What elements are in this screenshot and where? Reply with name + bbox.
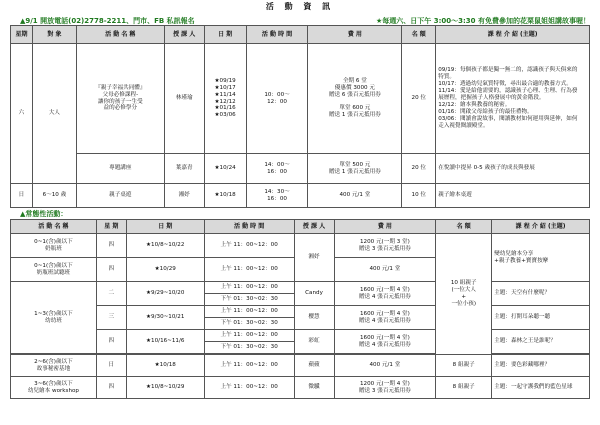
intro-cell: 在悅讀中提昇 0-5 歲孩子的成長與發展 (436, 154, 590, 184)
time-cell: 10：00～ 12：00 (246, 44, 308, 154)
fee-cell: 1200 元(一期 3 堂) 贈送 3 張百元抵用券 (334, 234, 436, 258)
header-target: 對 象 (32, 26, 76, 44)
teacher-name: 彩虹 (294, 330, 334, 354)
time-cell: 上午 11：00~12：00 (204, 330, 294, 342)
time-cell: 下午 01：30~02：30 (204, 318, 294, 330)
time-cell: 14：00～ 16：00 (246, 154, 308, 184)
quota-cell: 10 位 (402, 184, 436, 208)
intro-cell: 主題：森林之王是誰呢？ (492, 330, 590, 354)
quota-cell: 8 組親子 (436, 355, 492, 377)
header-intro: 課 程 介 紹 (主題) (436, 26, 590, 44)
teacher-name: 湘妤 (294, 234, 334, 282)
table-header-row (11, 26, 590, 44)
time-cell: 上午 11：00~12：00 (204, 282, 294, 294)
day-cell: 四 (96, 377, 126, 399)
header-date: 日 期 (204, 26, 246, 44)
header-intro: 課 程 介 紹 (主題) (492, 220, 590, 234)
header-name: 活 動 名 稱 (76, 26, 164, 44)
header-time: 活 動 時 間 (246, 26, 308, 44)
day-cell: 日 (96, 355, 126, 377)
day-cell: 四 (96, 258, 126, 282)
fee-cell: 1600 元(一期 4 堂) 贈送 4 張百元抵用券 (334, 306, 436, 330)
table-row (11, 184, 590, 208)
registration-notice: ▲9/1 開放電話(02)2778-2211、門市、FB 私訊報名 (20, 17, 195, 25)
date-cell: ★10/8~10/22 (126, 234, 204, 258)
teacher-name: 櫻慧 (294, 306, 334, 330)
header-quota: 名 額 (436, 220, 492, 234)
fee-cell: 400 元/1 堂 (308, 184, 402, 208)
time-cell: 下午 01：30~02：30 (204, 294, 294, 306)
course-name: 1~3(含)歲以下 幼幼班 (11, 282, 97, 354)
date-cell: ★10/16~11/6 (126, 330, 204, 354)
date-cell: ★10/18 (126, 355, 204, 377)
fee-cell: 1600 元(一期 4 堂) 贈送 4 張百元抵用券 (334, 330, 436, 354)
date-cell: ★10/18 (204, 184, 246, 208)
target-cell: 大人 (32, 44, 76, 184)
day-cell: 四 (96, 234, 126, 258)
header-teacher: 授 課 人 (294, 220, 334, 234)
teacher-name: 微驥 (294, 377, 334, 399)
fee-cell: 400 元/1 堂 (334, 258, 436, 282)
fee-cell: 400 元/1 堂 (334, 355, 436, 377)
table-row (11, 355, 590, 377)
time-cell: 上午 11：00~12：00 (204, 258, 294, 282)
header-day: 星期 (11, 26, 33, 44)
day-cell: 三 (96, 306, 126, 330)
day-cell: 六 (11, 44, 33, 184)
quota-cell: 10 組親子 (一位大人 + 一位小孩) (436, 234, 492, 355)
table-row (11, 306, 590, 318)
table-row (11, 234, 590, 258)
fee-cell: 全期 6 堂 優惠價 3000 元 贈送 6 張百元抵用券 單堂 600 元 贈送 1 張百元抵用券 (308, 44, 402, 154)
teacher-name: Candy (294, 282, 334, 306)
time-cell: 上午 11：00~12：00 (204, 234, 294, 258)
quota-cell: 8 組親子 (436, 377, 492, 399)
date-list: ★09/19 ★10/17 ★11/14 ★12/12 ★01/16 ★03/06 (204, 44, 246, 154)
header-quota: 名 額 (402, 26, 436, 44)
time-cell: 上午 11：00~12：00 (204, 306, 294, 318)
time-cell: 下午 01：30~02：30 (204, 342, 294, 354)
header-fee: 費 用 (334, 220, 436, 234)
teacher-name: 蘋蘋 (294, 355, 334, 377)
day-cell: 二 (96, 282, 126, 306)
intro-cell: 主題：天空有什麼呢？ (492, 282, 590, 306)
header-date: 日 期 (126, 220, 204, 234)
day-cell: 四 (96, 330, 126, 354)
quota-cell: 20 位 (402, 154, 436, 184)
day-cell: 日 (11, 184, 33, 208)
fee-cell: 1200 元(一期 4 堂) 贈送 3 張百元抵用券 (334, 377, 436, 399)
regular-activities-heading: ▲常態性活動： (20, 210, 68, 218)
page-title: 活 動 資 訊 (265, 2, 335, 11)
course-name: 專題講座 (76, 154, 164, 184)
date-cell: ★10/29 (126, 258, 204, 282)
course-name: 0~1(含)歲以下 奶瓶班 (11, 234, 97, 258)
date-cell: ★10/24 (204, 154, 246, 184)
teacher-name: 湘妤 (164, 184, 204, 208)
header-fee: 費 用 (308, 26, 402, 44)
intro-cell: 變幼兒繪本分享 +親子教養+寶寶按摩 (492, 234, 590, 282)
table-row (11, 44, 590, 154)
target-cell: 6～10 歲 (32, 184, 76, 208)
teacher-name: 葉嘉青 (164, 154, 204, 184)
teacher-name: 林瑾瑜 (164, 44, 204, 154)
time-cell: 上午 11：00~12：00 (204, 355, 294, 377)
fee-cell: 1600 元(一期 4 堂) 贈送 4 張百元抵用券 (334, 282, 436, 306)
header-name: 活 動 名 稱 (11, 220, 97, 234)
date-cell: ★9/29~10/20 (126, 282, 204, 306)
course-name: 『親子幸福共同體』 父母必修課程- 讓你的孩子一生受 益的必修學分 (76, 44, 164, 154)
regular-activities-table (10, 219, 590, 399)
quota-cell: 20 位 (402, 44, 436, 154)
course-name: 0~1(含)歲以下 奶瓶班試聽班 (11, 258, 97, 282)
header-teacher: 授 課 人 (164, 26, 204, 44)
special-events-table (10, 25, 590, 208)
header-time: 活 動 時 間 (204, 220, 294, 234)
table-row (11, 377, 590, 399)
intro-cell: 主題：要色彩藏哪裡？ (492, 355, 590, 377)
course-name: 2~6(含)歲以下 故事秘密基地 (11, 355, 97, 377)
intro-cell: 主題：一起守護我們的藍色星球 (492, 377, 590, 399)
table-row (11, 154, 590, 184)
intro-cell: 09/19：每個孩子都是獨一無二的，認識孩子與天俱來的 特質。 10/17：透過幼兒氣質特徵，尋出最合適的教養方式。 11/14：愛是給他需要的，認識孩子心理、生理、行為發 展歷程，把握孩子人格發展中的黃金階段。 12/12：繪本與教養的秘密。 01/16：開啟父母給孩子的最佳禮物。 03/06：閱讀會說故事，閱讀教材如何運用與延伸，如何 走入視覺閱讀殿堂。 (436, 44, 590, 154)
course-name: 親子桌遊 (76, 184, 164, 208)
storytime-notice: ★每週六、日下午 3:00～3:30 有免費參加的花栗鼠姐姐講故事喔！ (376, 17, 590, 25)
table-row (11, 330, 590, 342)
table-header-row (11, 220, 590, 234)
header-day: 星 期 (96, 220, 126, 234)
intro-cell: 主題：打開耳朵聽一聽 (492, 306, 590, 330)
time-cell: 上午 11：00~12：00 (204, 377, 294, 399)
course-name: 3~6(含)歲以下 幼兒繪本 workshop (11, 377, 97, 399)
table-row (11, 282, 590, 294)
fee-cell: 單堂 500 元 贈送 1 張百元抵用券 (308, 154, 402, 184)
date-cell: ★10/8~10/29 (126, 377, 204, 399)
date-cell: ★9/30~10/21 (126, 306, 204, 330)
time-cell: 14：30～ 16：00 (246, 184, 308, 208)
intro-cell: 親子繪本桌遊 (436, 184, 590, 208)
